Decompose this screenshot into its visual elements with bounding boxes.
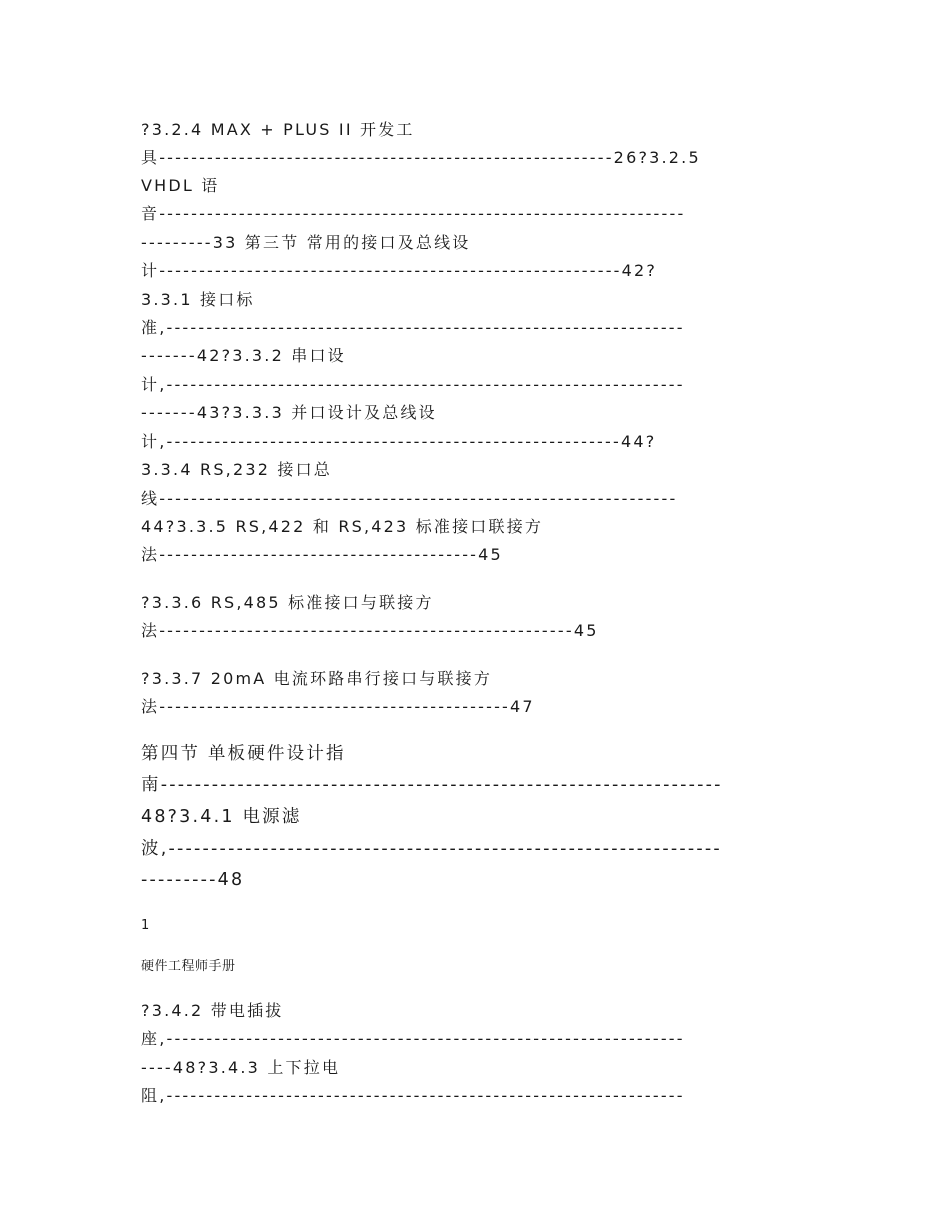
toc-line: VHDL 语 (141, 176, 220, 195)
toc-line: 南------------------------------------------------------------------ (141, 775, 723, 795)
toc-line: ---------33 第三节 常用的接口及总线设 (141, 233, 471, 252)
toc-line: 线----------------------------------------------------------------- (141, 489, 678, 508)
toc-line: 3.3.4 RS,232 接口总 (141, 460, 332, 479)
toc-line: 波,----------------------------------------------------------------- (141, 839, 722, 859)
toc-line: 计,----------------------------------------------------------------- (141, 375, 685, 394)
toc-line: 计,---------------------------------------------------------44? (141, 432, 657, 451)
toc-line: 准,----------------------------------------------------------------- (141, 318, 685, 337)
toc-line: ?3.2.4 MAX + PLUS II 开发工 (141, 120, 415, 139)
toc-line: ---------48 (141, 870, 245, 890)
toc-line: 音------------------------------------------------------------------ (141, 204, 686, 223)
toc-line: ----48?3.4.3 上下拉电 (141, 1058, 341, 1077)
toc-section-heading: 第四节 单板硬件设计指 (141, 744, 346, 764)
toc-line: 48?3.4.1 电源滤 (141, 807, 302, 827)
toc-line: -------42?3.3.2 串口设 (141, 346, 346, 365)
toc-line: 计----------------------------------------------------------42? (141, 261, 658, 280)
toc-line: 座,----------------------------------------------------------------- (141, 1029, 685, 1048)
toc-line: 44?3.3.5 RS,422 和 RS,423 标准接口联接方 (141, 517, 544, 536)
toc-line: 法----------------------------------------45 (141, 545, 503, 564)
toc-line: ?3.3.6 RS,485 标准接口与联接方 (141, 593, 434, 612)
toc-line: -------43?3.3.3 并口设计及总线设 (141, 403, 437, 422)
running-header: 硬件工程师手册 (141, 959, 236, 974)
toc-line: 具---------------------------------------------------------26?3.2.5 (141, 148, 701, 167)
toc-line: 3.3.1 接口标 (141, 290, 255, 309)
toc-line: 阻,----------------------------------------------------------------- (141, 1086, 685, 1105)
page-number: 1 (141, 918, 150, 933)
toc-line: 法----------------------------------------------------45 (141, 621, 599, 640)
toc-line: ?3.3.7 20mA 电流环路串行接口与联接方 (141, 669, 493, 688)
toc-line: 法--------------------------------------------47 (141, 697, 535, 716)
toc-line: ?3.4.2 带电插拔 (141, 1001, 284, 1020)
